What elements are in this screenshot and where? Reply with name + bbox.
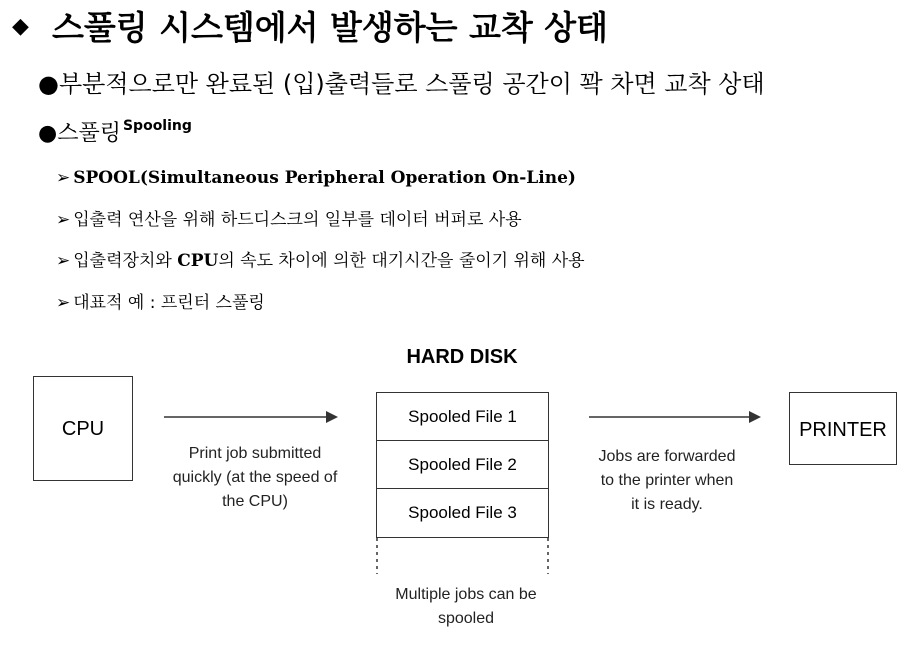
caption-line: spooled xyxy=(437,610,495,627)
sub-bullet-speed xyxy=(56,246,585,271)
arrow-right-icon xyxy=(160,408,342,428)
sub-bullet-text: 입출력장치와 xyxy=(73,251,178,271)
page-title: 스풀링 시스템에서 발생하는 교착 상태 xyxy=(52,8,609,47)
caption-line: Print job submitted xyxy=(188,445,322,462)
arrow-bullet-icon: ➢ xyxy=(56,293,71,313)
circle-bullet-icon: ● xyxy=(38,121,58,146)
bullet-text: 부분적으로만 완료된 (입)출력들로 스풀링 공간이 꽉 차면 교착 상태 xyxy=(58,70,765,98)
bullet-superscript: Spooling xyxy=(122,118,192,134)
bottom-caption xyxy=(366,583,566,631)
cpu-label: CPU xyxy=(61,418,105,440)
printer-label: PRINTER xyxy=(799,419,887,441)
left-caption xyxy=(150,442,360,514)
arrow-bullet-icon: ➢ xyxy=(56,251,71,271)
caption-line: to the printer when xyxy=(600,472,734,489)
caption-line: Jobs are forwarded xyxy=(598,448,736,465)
spooled-file-label: Spooled File 2 xyxy=(408,455,517,474)
arrow-bullet-icon: ➢ xyxy=(56,210,71,230)
dashed-lines xyxy=(370,538,560,578)
arrow-bullet-icon: ➢ xyxy=(56,168,71,188)
bullet-spooling xyxy=(38,116,192,147)
spooled-file-label: Spooled File 1 xyxy=(408,407,517,426)
sub-bullet-text: 대표적 예 : 프린터 스풀링 xyxy=(73,293,265,313)
diamond-bullet-icon: ◆ xyxy=(12,14,29,39)
sub-bullet-text: 입출력 연산을 위해 하드디스크의 일부를 데이터 버퍼로 사용 xyxy=(73,210,522,230)
sub-bullet-text: 의 속도 차이에 의한 대기시간을 줄이기 위해 사용 xyxy=(218,251,585,271)
caption-line: quickly (at the speed of xyxy=(172,469,338,486)
right-caption xyxy=(572,445,762,517)
caption-line: it is ready. xyxy=(631,496,703,513)
caption-line: Multiple jobs can be xyxy=(395,586,537,603)
sub-bullet-cpu: CPU xyxy=(177,251,219,271)
spooled-file-label: Spooled File 3 xyxy=(408,503,517,522)
sub-bullet-buffer xyxy=(56,205,522,230)
hard-disk-label: HARD DISK xyxy=(406,346,518,368)
sub-bullet-example xyxy=(56,288,265,313)
circle-bullet-icon: ● xyxy=(38,70,59,98)
sub-bullet-spool xyxy=(56,168,576,188)
sub-bullet-text: SPOOL(Simultaneous Peripheral Operation On-Line) xyxy=(73,168,576,188)
caption-line: the CPU) xyxy=(222,493,288,510)
bullet-deadlock-description xyxy=(38,64,765,99)
bullet-text: 스풀링 xyxy=(57,121,121,146)
arrow-right-icon xyxy=(585,408,767,428)
